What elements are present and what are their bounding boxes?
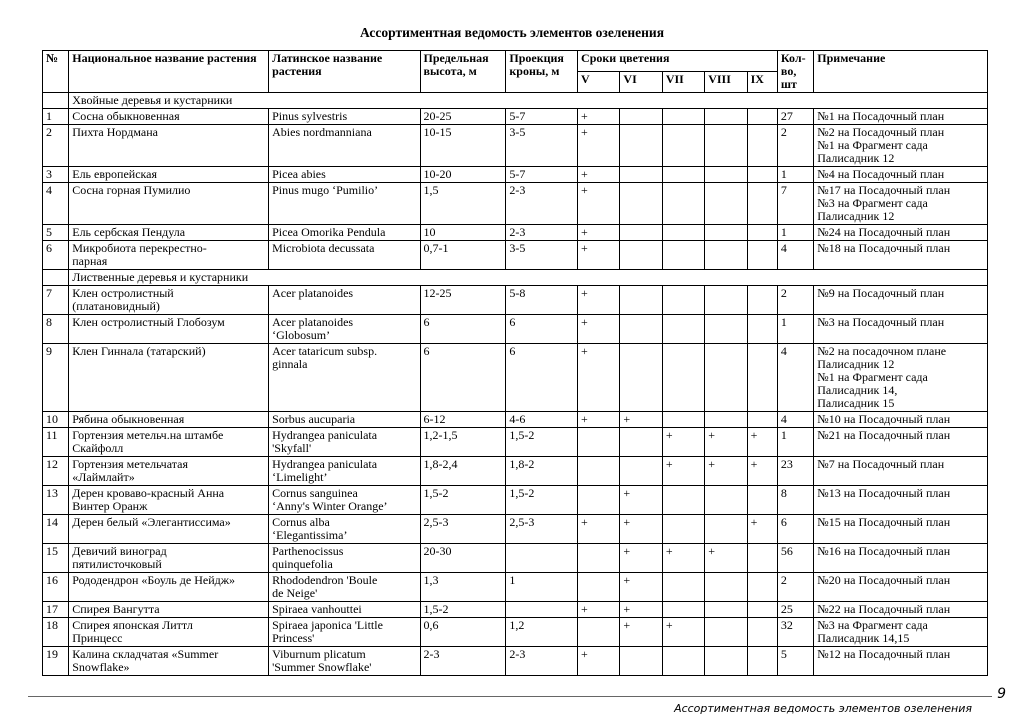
- national-name-cell: Микробиота перекрестно- парная: [69, 241, 269, 270]
- bloom-month-cell: +: [747, 428, 777, 457]
- bloom-month-cell: [747, 412, 777, 428]
- row-number: 11: [43, 428, 69, 457]
- bloom-month-cell: +: [578, 125, 620, 167]
- note-cell: №24 на Посадочный план: [814, 225, 988, 241]
- crown-projection-cell: 2,5-3: [506, 515, 578, 544]
- bloom-month-cell: +: [620, 544, 662, 573]
- bloom-month-cell: [747, 486, 777, 515]
- national-name-cell: Спирея японская Литтл Принцесс: [69, 618, 269, 647]
- bloom-month-cell: +: [662, 428, 704, 457]
- section-row: [43, 270, 988, 286]
- count-cell: 32: [777, 618, 813, 647]
- note-cell: №3 на Фрагмент сада Палисадник 14,15: [814, 618, 988, 647]
- footer-divider: [28, 696, 992, 697]
- crown-projection-cell: 6: [506, 344, 578, 412]
- national-name-cell: Гортензия метельчатая «Лаймлайт»: [69, 457, 269, 486]
- count-cell: 23: [777, 457, 813, 486]
- crown-projection-cell: 5-8: [506, 286, 578, 315]
- bloom-month-cell: [747, 602, 777, 618]
- bloom-month-cell: +: [747, 515, 777, 544]
- note-cell: №18 на Посадочный план: [814, 241, 988, 270]
- bloom-month-cell: [705, 515, 747, 544]
- bloom-month-cell: [662, 515, 704, 544]
- bloom-month-cell: [620, 125, 662, 167]
- latin-name-cell: Microbiota decussata: [269, 241, 420, 270]
- note-cell: №21 на Посадочный план: [814, 428, 988, 457]
- latin-name-cell: Abies nordmanniana: [269, 125, 420, 167]
- row-number: 15: [43, 544, 69, 573]
- bloom-month-cell: [578, 573, 620, 602]
- bloom-month-cell: +: [662, 618, 704, 647]
- latin-name-cell: Cornus sanguinea ‘Anny's Winter Orange’: [269, 486, 420, 515]
- count-cell: 4: [777, 344, 813, 412]
- crown-projection-cell: 4-6: [506, 412, 578, 428]
- note-cell: №1 на Посадочный план: [814, 109, 988, 125]
- bloom-month-cell: [747, 544, 777, 573]
- note-cell: №12 на Посадочный план: [814, 647, 988, 676]
- section-number-cell: [43, 270, 69, 286]
- bloom-month-cell: [662, 602, 704, 618]
- header-national-name: Национальное название растения: [69, 51, 269, 93]
- crown-projection-cell: 5-7: [506, 109, 578, 125]
- national-name-cell: Рододендрон «Боуль де Нейдж»: [69, 573, 269, 602]
- max-height-cell: 2-3: [420, 647, 506, 676]
- header-count: Кол-во, шт: [777, 51, 813, 93]
- bloom-month-cell: +: [620, 486, 662, 515]
- max-height-cell: 20-25: [420, 109, 506, 125]
- crown-projection-cell: [506, 544, 578, 573]
- bloom-month-cell: [705, 125, 747, 167]
- row-number: 1: [43, 109, 69, 125]
- national-name-cell: Дерен кроваво-красный Анна Винтер Оранж: [69, 486, 269, 515]
- table-row: [43, 109, 988, 125]
- bloom-month-cell: [747, 315, 777, 344]
- row-number: 8: [43, 315, 69, 344]
- crown-projection-cell: 1,5-2: [506, 428, 578, 457]
- max-height-cell: 6: [420, 344, 506, 412]
- count-cell: 4: [777, 241, 813, 270]
- national-name-cell: Клен Гиннала (татарский): [69, 344, 269, 412]
- row-number: 9: [43, 344, 69, 412]
- national-name-cell: Ель европейская: [69, 167, 269, 183]
- header-bloom-period: Сроки цветения: [578, 51, 778, 72]
- row-number: 17: [43, 602, 69, 618]
- bloom-month-cell: [662, 573, 704, 602]
- bloom-month-cell: [620, 428, 662, 457]
- count-cell: 1: [777, 225, 813, 241]
- national-name-cell: Дерен белый «Элегантиссима»: [69, 515, 269, 544]
- bloom-month-cell: +: [662, 544, 704, 573]
- count-cell: 6: [777, 515, 813, 544]
- national-name-cell: Пихта Нордмана: [69, 125, 269, 167]
- note-cell: №15 на Посадочный план: [814, 515, 988, 544]
- crown-projection-cell: 6: [506, 315, 578, 344]
- count-cell: 4: [777, 412, 813, 428]
- table-row: [43, 428, 988, 457]
- row-number: 7: [43, 286, 69, 315]
- bloom-month-cell: +: [747, 457, 777, 486]
- bloom-month-cell: +: [705, 428, 747, 457]
- latin-name-cell: Cornus alba ‘Elegantissima’: [269, 515, 420, 544]
- bloom-month-cell: [705, 602, 747, 618]
- count-cell: 56: [777, 544, 813, 573]
- header-latin-name: Латинское название растения: [269, 51, 420, 93]
- bloom-month-cell: [705, 109, 747, 125]
- crown-projection-cell: 1,5-2: [506, 486, 578, 515]
- bloom-month-cell: [705, 315, 747, 344]
- max-height-cell: 10: [420, 225, 506, 241]
- national-name-cell: Калина складчатая «Summer Snowflake»: [69, 647, 269, 676]
- header-month: VI: [620, 72, 662, 93]
- latin-name-cell: Pinus mugo ‘Pumilio’: [269, 183, 420, 225]
- max-height-cell: 1,3: [420, 573, 506, 602]
- national-name-cell: Ель сербская Пендула: [69, 225, 269, 241]
- bloom-month-cell: [662, 315, 704, 344]
- bloom-month-cell: [620, 109, 662, 125]
- count-cell: 1: [777, 167, 813, 183]
- row-number: 3: [43, 167, 69, 183]
- table-row: [43, 315, 988, 344]
- bloom-month-cell: [662, 286, 704, 315]
- row-number: 19: [43, 647, 69, 676]
- table-row: [43, 225, 988, 241]
- row-number: 14: [43, 515, 69, 544]
- row-number: 18: [43, 618, 69, 647]
- table-row: [43, 457, 988, 486]
- row-number: 10: [43, 412, 69, 428]
- bloom-month-cell: [747, 286, 777, 315]
- bloom-month-cell: [705, 167, 747, 183]
- table-row: [43, 544, 988, 573]
- bloom-month-cell: [747, 109, 777, 125]
- bloom-month-cell: [620, 457, 662, 486]
- latin-name-cell: Hydrangea paniculata 'Skyfall': [269, 428, 420, 457]
- bloom-month-cell: +: [620, 573, 662, 602]
- note-cell: №3 на Посадочный план: [814, 315, 988, 344]
- bloom-month-cell: [705, 225, 747, 241]
- row-number: 5: [43, 225, 69, 241]
- national-name-cell: Клен остролистный (платановидный): [69, 286, 269, 315]
- latin-name-cell: Sorbus aucuparia: [269, 412, 420, 428]
- bloom-month-cell: +: [578, 109, 620, 125]
- crown-projection-cell: 1: [506, 573, 578, 602]
- table-row: [43, 618, 988, 647]
- row-number: 12: [43, 457, 69, 486]
- bloom-month-cell: [705, 573, 747, 602]
- bloom-month-cell: +: [620, 602, 662, 618]
- max-height-cell: 6-12: [420, 412, 506, 428]
- header-month: VII: [662, 72, 704, 93]
- max-height-cell: 1,2-1,5: [420, 428, 506, 457]
- crown-projection-cell: 1,8-2: [506, 457, 578, 486]
- bloom-month-cell: [620, 225, 662, 241]
- bloom-month-cell: +: [578, 602, 620, 618]
- header-crown-projection: Проекция кроны, м: [506, 51, 578, 93]
- bloom-month-cell: [705, 241, 747, 270]
- bloom-month-cell: +: [705, 544, 747, 573]
- note-cell: №13 на Посадочный план: [814, 486, 988, 515]
- national-name-cell: Девичий виноград пятилисточковый: [69, 544, 269, 573]
- table-header-row: [43, 51, 988, 72]
- note-cell: №4 на Посадочный план: [814, 167, 988, 183]
- note-cell: №7 на Посадочный план: [814, 457, 988, 486]
- crown-projection-cell: 1,2: [506, 618, 578, 647]
- note-cell: №2 на Посадочный план №1 на Фрагмент сада Палисадник 12: [814, 125, 988, 167]
- bloom-month-cell: +: [578, 515, 620, 544]
- note-cell: №10 на Посадочный план: [814, 412, 988, 428]
- bloom-month-cell: [662, 344, 704, 412]
- count-cell: 8: [777, 486, 813, 515]
- max-height-cell: 1,5-2: [420, 486, 506, 515]
- table-row: [43, 515, 988, 544]
- max-height-cell: 1,5-2: [420, 602, 506, 618]
- table-row: [43, 183, 988, 225]
- row-number: 13: [43, 486, 69, 515]
- bloom-month-cell: [662, 225, 704, 241]
- count-cell: 25: [777, 602, 813, 618]
- latin-name-cell: Spiraea japonica 'Little Princess': [269, 618, 420, 647]
- table-row: [43, 647, 988, 676]
- document-title: Ассортиментная ведомость элементов озеленения: [359, 25, 665, 40]
- bloom-month-cell: +: [662, 457, 704, 486]
- table-body: [43, 93, 988, 676]
- latin-name-cell: Spiraea vanhouttei: [269, 602, 420, 618]
- bloom-month-cell: [705, 647, 747, 676]
- count-cell: 7: [777, 183, 813, 225]
- section-number-cell: [43, 93, 69, 109]
- count-cell: 2: [777, 573, 813, 602]
- bloom-month-cell: +: [705, 457, 747, 486]
- table-row: [43, 602, 988, 618]
- national-name-cell: Клен остролистный Глобозум: [69, 315, 269, 344]
- max-height-cell: 1,8-2,4: [420, 457, 506, 486]
- header-number: №: [43, 51, 69, 93]
- table-row: [43, 125, 988, 167]
- table-row: [43, 486, 988, 515]
- count-cell: 1: [777, 428, 813, 457]
- national-name-cell: Сосна обыкновенная: [69, 109, 269, 125]
- row-number: 4: [43, 183, 69, 225]
- bloom-month-cell: [705, 486, 747, 515]
- note-cell: №17 на Посадочный план №3 на Фрагмент сада Палисадник 12: [814, 183, 988, 225]
- bloom-month-cell: +: [620, 515, 662, 544]
- national-name-cell: Рябина обыкновенная: [69, 412, 269, 428]
- crown-projection-cell: 3-5: [506, 241, 578, 270]
- bloom-month-cell: [705, 412, 747, 428]
- national-name-cell: Гортензия метельч.на штамбе Скайфолл: [69, 428, 269, 457]
- bloom-month-cell: [620, 286, 662, 315]
- table-row: [43, 241, 988, 270]
- bloom-month-cell: +: [578, 225, 620, 241]
- bloom-month-cell: [705, 183, 747, 225]
- table-row: [43, 344, 988, 412]
- max-height-cell: 20-30: [420, 544, 506, 573]
- bloom-month-cell: [578, 428, 620, 457]
- row-number: 16: [43, 573, 69, 602]
- bloom-month-cell: [620, 241, 662, 270]
- latin-name-cell: Rhododendron 'Boule de Neige': [269, 573, 420, 602]
- section-title: Лиственные деревья и кустарники: [69, 270, 988, 286]
- note-cell: №9 на Посадочный план: [814, 286, 988, 315]
- table-row: [43, 573, 988, 602]
- note-cell: №22 на Посадочный план: [814, 602, 988, 618]
- bloom-month-cell: [662, 486, 704, 515]
- latin-name-cell: Acer platanoides: [269, 286, 420, 315]
- bloom-month-cell: [662, 167, 704, 183]
- max-height-cell: 0,7-1: [420, 241, 506, 270]
- crown-projection-cell: 2-3: [506, 647, 578, 676]
- crown-projection-cell: [506, 602, 578, 618]
- crown-projection-cell: 5-7: [506, 167, 578, 183]
- header-month: V: [578, 72, 620, 93]
- bloom-month-cell: +: [578, 241, 620, 270]
- max-height-cell: 6: [420, 315, 506, 344]
- national-name-cell: Сосна горная Пумилио: [69, 183, 269, 225]
- bloom-month-cell: [578, 618, 620, 647]
- bloom-month-cell: [620, 183, 662, 225]
- section-title: Хвойные деревья и кустарники: [69, 93, 988, 109]
- bloom-month-cell: [747, 573, 777, 602]
- bloom-month-cell: +: [578, 167, 620, 183]
- count-cell: 2: [777, 286, 813, 315]
- bloom-month-cell: [747, 167, 777, 183]
- bloom-month-cell: [705, 618, 747, 647]
- crown-projection-cell: 3-5: [506, 125, 578, 167]
- max-height-cell: 10-15: [420, 125, 506, 167]
- bloom-month-cell: [747, 618, 777, 647]
- bloom-month-cell: [662, 412, 704, 428]
- max-height-cell: 1,5: [420, 183, 506, 225]
- count-cell: 2: [777, 125, 813, 167]
- latin-name-cell: Picea Omorika Pendula: [269, 225, 420, 241]
- bloom-month-cell: [662, 183, 704, 225]
- crown-projection-cell: 2-3: [506, 183, 578, 225]
- bloom-month-cell: [705, 344, 747, 412]
- plant-assortment-table: [42, 50, 988, 676]
- max-height-cell: 12-25: [420, 286, 506, 315]
- bloom-month-cell: [620, 647, 662, 676]
- bloom-month-cell: [662, 241, 704, 270]
- bloom-month-cell: [578, 457, 620, 486]
- bloom-month-cell: +: [578, 647, 620, 676]
- bloom-month-cell: [747, 647, 777, 676]
- table-row: [43, 167, 988, 183]
- table-row: [43, 412, 988, 428]
- max-height-cell: 0,6: [420, 618, 506, 647]
- bloom-month-cell: [662, 109, 704, 125]
- bloom-month-cell: +: [620, 618, 662, 647]
- latin-name-cell: Parthenocissus quinquefolia: [269, 544, 420, 573]
- row-number: 6: [43, 241, 69, 270]
- bloom-month-cell: [747, 125, 777, 167]
- header-max-height: Предельная высота, м: [420, 51, 506, 93]
- bloom-month-cell: [620, 344, 662, 412]
- max-height-cell: 2,5-3: [420, 515, 506, 544]
- bloom-month-cell: [662, 125, 704, 167]
- count-cell: 1: [777, 315, 813, 344]
- header-note: Примечание: [814, 51, 988, 93]
- bloom-month-cell: [747, 225, 777, 241]
- header-month: VIII: [705, 72, 747, 93]
- count-cell: 27: [777, 109, 813, 125]
- crown-projection-cell: 2-3: [506, 225, 578, 241]
- latin-name-cell: Acer platanoides ‘Globosum’: [269, 315, 420, 344]
- bloom-month-cell: +: [578, 344, 620, 412]
- bloom-month-cell: +: [620, 412, 662, 428]
- page-number: 9: [997, 686, 1006, 702]
- bloom-month-cell: [578, 486, 620, 515]
- bloom-month-cell: +: [578, 315, 620, 344]
- bloom-month-cell: [747, 241, 777, 270]
- bloom-month-cell: [662, 647, 704, 676]
- count-cell: 5: [777, 647, 813, 676]
- bloom-month-cell: [578, 544, 620, 573]
- bloom-month-cell: [747, 183, 777, 225]
- latin-name-cell: Picea abies: [269, 167, 420, 183]
- latin-name-cell: Acer tataricum subsp. ginnala: [269, 344, 420, 412]
- latin-name-cell: Pinus sylvestris: [269, 109, 420, 125]
- max-height-cell: 10-20: [420, 167, 506, 183]
- note-cell: №2 на посадочном плане Палисадник 12 №1 на Фрагмент сада Палисадник 14, Палисадник 15: [814, 344, 988, 412]
- footer-title: Ассортиментная ведомость элементов озеленения: [674, 702, 972, 715]
- section-row: [43, 93, 988, 109]
- bloom-month-cell: [747, 344, 777, 412]
- bloom-month-cell: [705, 286, 747, 315]
- note-cell: №16 на Посадочный план: [814, 544, 988, 573]
- bloom-month-cell: +: [578, 412, 620, 428]
- bloom-month-cell: [620, 315, 662, 344]
- note-cell: №20 на Посадочный план: [814, 573, 988, 602]
- table-row: [43, 286, 988, 315]
- bloom-month-cell: +: [578, 183, 620, 225]
- latin-name-cell: Hydrangea paniculata ‘Limelight’: [269, 457, 420, 486]
- national-name-cell: Спирея Вангутта: [69, 602, 269, 618]
- latin-name-cell: Viburnum plicatum 'Summer Snowflake': [269, 647, 420, 676]
- header-month: IX: [747, 72, 777, 93]
- row-number: 2: [43, 125, 69, 167]
- bloom-month-cell: [620, 167, 662, 183]
- bloom-month-cell: +: [578, 286, 620, 315]
